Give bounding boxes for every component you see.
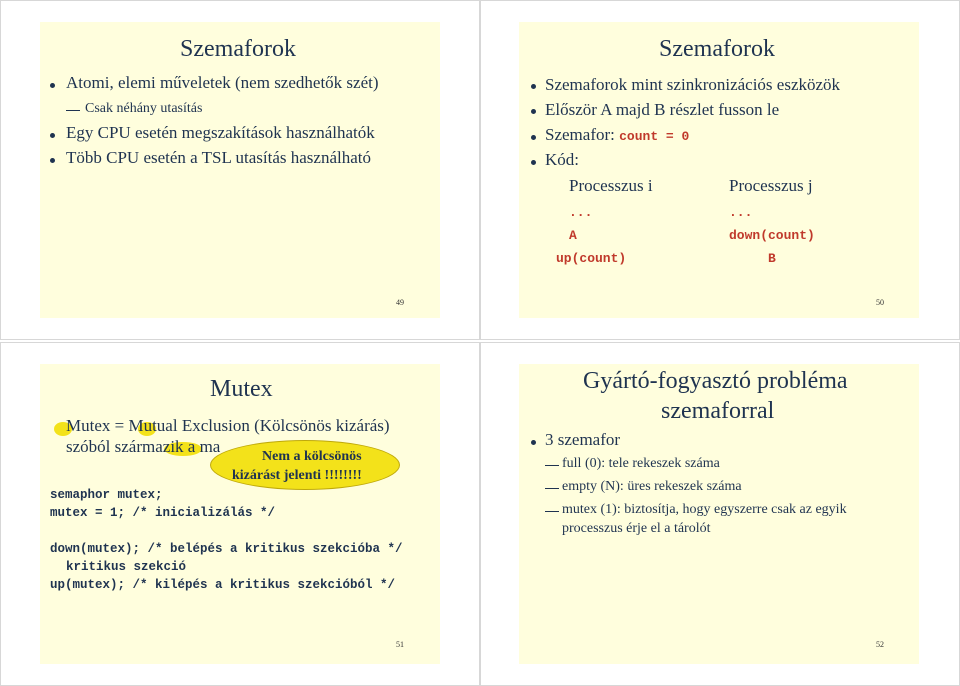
process-i-up: up(count)	[556, 251, 627, 266]
slide-50-bullet-3	[545, 125, 689, 145]
slide-49	[40, 22, 440, 318]
bullet-icon	[531, 109, 536, 114]
process-i-dots: ...	[569, 205, 593, 220]
slide-51-title: Mutex	[210, 376, 273, 402]
code-line-1: semaphor mutex;	[50, 488, 163, 502]
process-j-down: down(count)	[729, 228, 815, 243]
process-i-label: Processzus i	[569, 176, 653, 195]
process-j-b: B	[768, 251, 776, 266]
code-line-5: up(mutex); /* kilépés a kritikus szekcióból */	[50, 578, 396, 592]
slide-50-title: Szemaforok	[659, 36, 775, 62]
dash-icon	[66, 110, 80, 111]
slide-52-sub-1: full (0): tele rekeszek száma	[562, 456, 720, 471]
bullet-icon	[50, 83, 55, 88]
dash-icon	[545, 488, 559, 489]
slide-49-bullet-1: Atomi, elemi műveletek (nem szedhetők szét)	[66, 73, 379, 92]
slide-49-bullet-3: Több CPU esetén a TSL utasítás használható	[66, 148, 371, 167]
process-j-label: Processzus j	[729, 176, 813, 195]
bullet-icon	[531, 440, 536, 445]
bullet-icon	[50, 158, 55, 163]
semafor-code: count = 0	[619, 129, 690, 144]
kod-label: Kód:	[545, 150, 579, 169]
slide-52-sub-3-cont: processzus érje el a tárolót	[562, 521, 711, 536]
slide-49-bullet-2: Egy CPU esetén megszakítások használhatók	[66, 123, 375, 142]
process-i-a: A	[569, 228, 577, 243]
slide-50-bullet-1: Szemaforok mint szinkronizációs eszközök	[545, 75, 841, 94]
process-j-dots: ...	[729, 205, 753, 220]
bullet-icon	[531, 84, 536, 89]
slide-50-bullet-2: Először A majd B részlet fusson le	[545, 100, 780, 119]
callout-text-2	[232, 468, 362, 484]
bullet-icon	[531, 135, 536, 140]
slide-52-title-2: szemaforral	[661, 398, 775, 424]
slide-52-sub-2: empty (N): üres rekeszek száma	[562, 479, 742, 494]
slide-52	[519, 364, 919, 664]
page-number-51: 51	[396, 640, 404, 649]
page-number-50: 50	[876, 298, 884, 307]
slide-51-line-2: szóból származik a ma	[66, 437, 221, 456]
semafor-label: Szemafor:	[545, 125, 620, 144]
callout-text-2-main: kizárást jelenti	[232, 468, 322, 483]
code-line-2: mutex = 1; /* inicializálás */	[50, 506, 276, 520]
slide-49-sub-1: Csak néhány utasítás	[85, 101, 203, 116]
slide-49-title: Szemaforok	[180, 36, 296, 62]
slide-51	[40, 364, 440, 664]
slide-52-sub-3: mutex (1): biztosítja, hogy egyszerre csak az egyik	[562, 502, 847, 517]
code-line-3: down(mutex); /* belépés a kritikus szekcióba */	[50, 542, 403, 556]
dash-icon	[545, 511, 559, 512]
slide-52-bullet-1: 3 szemafor	[545, 430, 621, 449]
slide-50	[519, 22, 919, 318]
callout-bangs: !!!!!!!!	[324, 468, 362, 483]
page-number-52: 52	[876, 640, 884, 649]
slide-52-title-1: Gyártó-fogyasztó probléma	[583, 368, 848, 394]
dash-icon	[545, 465, 559, 466]
callout-text-1: Nem a kölcsönös	[262, 449, 362, 464]
slide-51-line-1: Mutex = Mutual Exclusion (Kölcsönös kizárás)	[66, 416, 390, 435]
page-number-49: 49	[396, 298, 404, 307]
code-line-4: kritikus szekció	[66, 560, 187, 574]
bullet-icon	[50, 133, 55, 138]
bullet-icon	[531, 160, 536, 165]
